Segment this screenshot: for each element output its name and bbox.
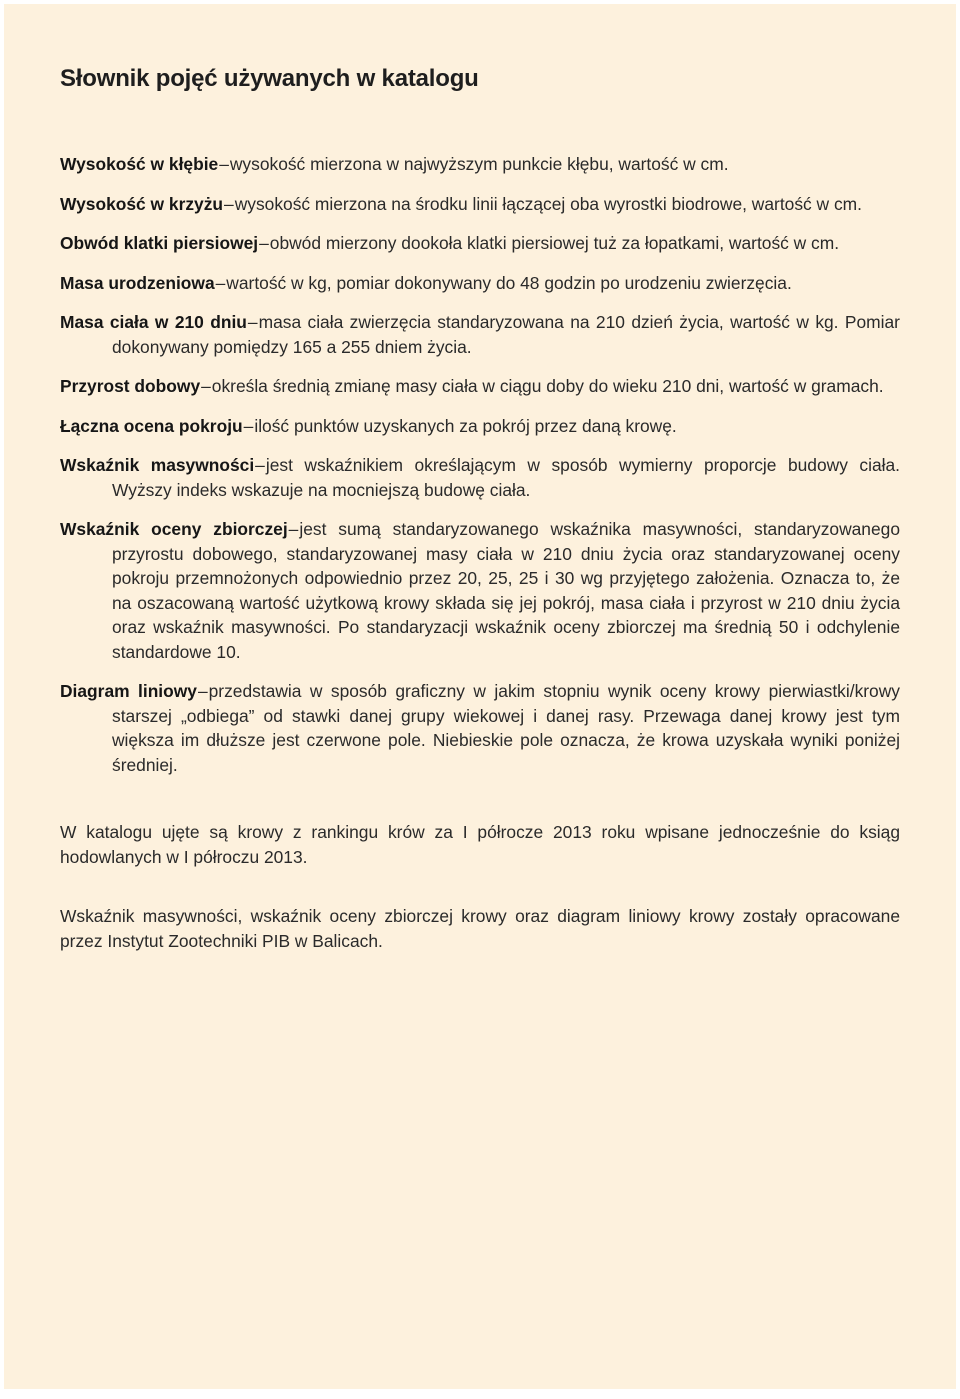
entry-term: Wysokość w krzyżu xyxy=(60,193,224,214)
glossary-entry xyxy=(60,271,900,296)
glossary-entry xyxy=(60,517,900,664)
entry-term: Wskaźnik masywności xyxy=(60,455,255,475)
entry-dash: – xyxy=(215,272,226,293)
entry-term: Obwód klatki piersiowej xyxy=(60,233,259,253)
entry-definition: wysokość mierzona w najwyższym punkcie kłębu, wartość w cm. xyxy=(229,154,729,174)
entry-term: Przyrost dobowy xyxy=(60,376,201,396)
entry-definition: wartość w kg, pomiar dokonywany do 48 godzin po urodzeniu zwierzęcia. xyxy=(226,272,792,293)
entry-dash: – xyxy=(197,681,208,701)
entry-dash: – xyxy=(288,519,299,539)
entry-dash: – xyxy=(255,455,265,475)
entry-definition: wysokość mierzona na środku linii łączącej oba wyrostki biodrowe, wartość w cm. xyxy=(234,193,862,214)
glossary-entry xyxy=(60,231,900,256)
entry-dash: – xyxy=(224,193,234,214)
glossary-entry xyxy=(60,453,900,502)
entry-definition: obwód mierzony dookoła klatki piersiowej tuż za łopatkami, wartość w cm. xyxy=(269,233,840,253)
entry-dash: – xyxy=(219,154,229,174)
entry-dash: – xyxy=(259,233,269,253)
entry-definition: ilość punktów uzyskanych za pokrój przez daną krowę. xyxy=(254,415,677,436)
glossary-entry xyxy=(60,679,900,777)
attribution-note: Wskaźnik masywności, wskaźnik oceny zbiorczej krowy oraz diagram liniowy krowy zostały opracowane przez Instytut Zootechniki PIB w Balicach. xyxy=(60,906,900,951)
glossary-list xyxy=(60,152,900,777)
entry-term: Łączna ocena pokroju xyxy=(60,415,243,436)
entry-term: Masa urodzeniowa xyxy=(60,272,215,293)
entry-definition: masa ciała zwierzęcia standaryzowana na 210 dzień życia, wartość w kg. Pomiar dokonywany pomiędzy 165 a 255 dniem życia. xyxy=(112,312,900,357)
entry-dash: – xyxy=(201,376,211,396)
entry-definition: przedstawia w sposób graficzny w jakim stopniu wynik oceny krowy pierwiastki/krowy starszej „odbiega” od stawki danej grupy wiekowej i danej rasy. Przewaga danej krowy jest tym większa im dłuższe jest czerwone pole. Niebieskie pole oznacza, że krowa uzyskała wyniki poniżej średniej. xyxy=(112,681,900,775)
entry-term: Wskaźnik oceny zbiorczej xyxy=(60,519,288,539)
glossary-entry xyxy=(60,374,900,399)
entry-definition: określa średnią zmianę masy ciała w ciągu doby do wieku 210 dni, wartość w gramach. xyxy=(211,376,884,396)
page-title: Słownik pojęć używanych w katalogu xyxy=(60,65,479,92)
document-page xyxy=(4,4,956,1389)
entry-definition: jest sumą standaryzowanego wskaźnika masywności, standaryzowanego przyrostu dobowego, standaryzowanej masy ciała w 210 dniu życia oraz standaryzowanej oceny pokroju przemnożonych odpowiednio przez 20, 25, 25 i 30 wg przyjętego założenia. Oznacza to, że na oszacowaną wartość użytkową krowy składa się jej pokrój, masa ciała i przyrost w 210 dniu życia oraz wskaźnik masywności. Po standaryzacji wskaźnik oceny zbiorczej ma średnią 50 i odchylenie standardowe 10. xyxy=(112,519,900,662)
entry-dash: – xyxy=(243,415,254,436)
catalog-note: W katalogu ujęte są krowy z rankingu krów za I półrocze 2013 roku wpisane jednocześnie do ksiąg hodowlanych w I półroczu 2013. xyxy=(60,822,900,867)
glossary-entry xyxy=(60,152,900,177)
entry-term: Masa ciała w 210 dniu xyxy=(60,312,247,332)
entry-dash: – xyxy=(247,312,258,332)
entry-term: Wysokość w kłębie xyxy=(60,154,219,174)
glossary-entry xyxy=(60,414,900,439)
glossary-entry xyxy=(60,310,900,359)
entry-term: Diagram liniowy xyxy=(60,681,197,701)
glossary-entry xyxy=(60,192,900,217)
entry-definition: jest wskaźnikiem określającym w sposób wymierny proporcje budowy ciała. Wyższy indeks wskazuje na mocniejszą budowę ciała. xyxy=(112,455,900,500)
